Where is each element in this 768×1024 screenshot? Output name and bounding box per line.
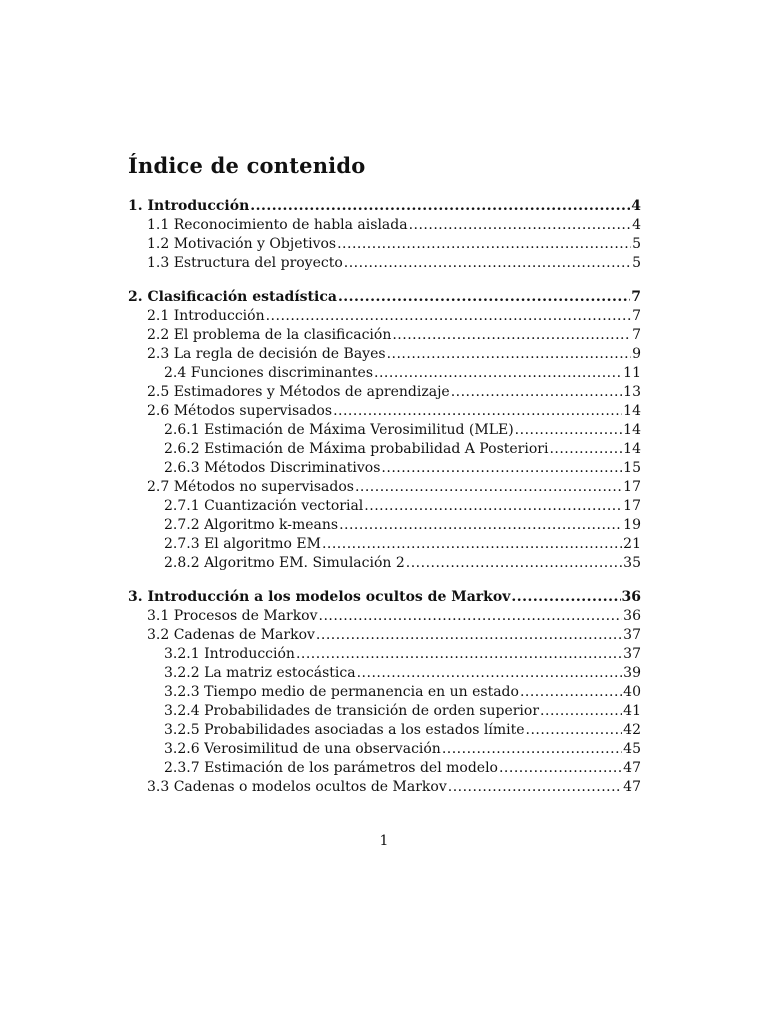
page-number: 1	[379, 833, 389, 849]
toc-entry-title: 2.7 Métodos no supervisados	[147, 479, 354, 495]
toc-entry-page: 17	[623, 498, 641, 514]
toc-chapter-entry[interactable]	[128, 197, 641, 216]
dot-leader	[406, 554, 622, 573]
dot-leader	[333, 402, 622, 421]
toc-entry-page: 7	[631, 289, 641, 305]
dot-leader	[448, 778, 622, 797]
toc-entry-page: 47	[623, 760, 641, 776]
toc-entry[interactable]	[147, 626, 641, 645]
toc-entry[interactable]	[164, 497, 641, 516]
toc-entry[interactable]	[164, 459, 641, 478]
toc-entry-page: 37	[623, 627, 641, 643]
toc-entry[interactable]	[164, 664, 641, 683]
toc-entry-page: 19	[623, 517, 641, 533]
dot-leader	[357, 664, 623, 683]
toc-entry-title: 2.4 Funciones discriminantes	[164, 365, 374, 381]
toc-entry[interactable]	[164, 683, 641, 702]
toc-entry-title: 2.3.7 Estimación de los parámetros del modelo	[164, 760, 498, 776]
toc-entry[interactable]	[147, 235, 641, 254]
dot-leader	[319, 607, 623, 626]
toc-entry-page: 5	[632, 236, 641, 252]
toc-entry-page: 4	[631, 198, 641, 214]
toc-entry[interactable]	[164, 645, 641, 664]
toc-entry[interactable]	[147, 607, 641, 626]
toc-entry-title: 1.2 Motivación y Objetivos	[147, 236, 337, 252]
toc-entry-page: 36	[623, 608, 641, 624]
toc-entry-page: 17	[623, 479, 641, 495]
toc-entry[interactable]	[164, 516, 641, 535]
toc-entry-page: 37	[623, 646, 641, 662]
toc-entry-title: 3.2 Cadenas de Markov	[147, 627, 315, 643]
dot-leader	[549, 440, 622, 459]
dot-leader	[409, 216, 632, 235]
toc-entry-title: 2.2 El problema de la clasificación	[147, 327, 392, 343]
dot-leader	[364, 497, 622, 516]
dot-leader	[442, 740, 622, 759]
toc-entry-page: 42	[623, 722, 641, 738]
toc-entry[interactable]	[147, 478, 641, 497]
toc-entry-page: 15	[623, 460, 641, 476]
dot-leader	[337, 235, 631, 254]
toc-entry-title: 3. Introducción a los modelos ocultos de Markov	[128, 589, 511, 605]
toc-entry[interactable]	[147, 778, 641, 797]
toc-entry-title: 3.3 Cadenas o modelos ocultos de Markov	[147, 779, 447, 795]
toc-entry-page: 14	[623, 441, 641, 457]
dot-leader	[344, 254, 631, 273]
dot-leader	[338, 288, 630, 307]
dot-leader	[250, 197, 630, 216]
toc-entry[interactable]	[147, 254, 641, 273]
toc-entry-title: 2.7.1 Cuantización vectorial	[164, 498, 364, 514]
toc-entry-title: 1.1 Reconocimiento de habla aislada	[147, 217, 408, 233]
toc-entry-page: 45	[623, 741, 641, 757]
toc-entry-page: 35	[623, 555, 641, 571]
toc-entry-title: 3.2.3 Tiempo medio de permanencia en un estado	[164, 684, 519, 700]
dot-leader	[499, 759, 622, 778]
toc-entry-title: 2.7.3 El algoritmo EM	[164, 536, 321, 552]
toc-entry-title: 2.6.1 Estimación de Máxima Verosimilitud (MLE)	[164, 422, 514, 438]
toc-chapter-entry[interactable]	[128, 288, 641, 307]
toc-entry[interactable]	[164, 740, 641, 759]
toc-entry[interactable]	[147, 383, 641, 402]
toc-entry[interactable]	[164, 535, 641, 554]
toc-entry-title: 2.6.3 Métodos Discriminativos	[164, 460, 381, 476]
toc-entry-page: 4	[632, 217, 641, 233]
toc-entry-page: 39	[623, 665, 641, 681]
toc-entry-title: 2.6 Métodos supervisados	[147, 403, 333, 419]
dot-leader	[540, 702, 622, 721]
toc-entry[interactable]	[147, 326, 641, 345]
dot-leader	[526, 721, 623, 740]
dot-leader	[520, 683, 622, 702]
toc-entry-title: 2.8.2 Algoritmo EM. Simulación 2	[164, 555, 405, 571]
toc-entry[interactable]	[147, 216, 641, 235]
toc-entry-title: 1. Introducción	[128, 198, 250, 214]
toc-entry-page: 47	[623, 779, 641, 795]
toc-entry-page: 7	[632, 308, 641, 324]
toc-entry-title: 3.2.2 La matriz estocástica	[164, 665, 356, 681]
toc-entry[interactable]	[164, 421, 641, 440]
toc-entry[interactable]	[164, 702, 641, 721]
toc-entry[interactable]	[164, 759, 641, 778]
toc-entry-page: 7	[632, 327, 641, 343]
toc-entry-title: 2.6.2 Estimación de Máxima probabilidad A Posteriori	[164, 441, 549, 457]
toc-entry-page: 40	[623, 684, 641, 700]
toc-entry[interactable]	[147, 402, 641, 421]
toc-entry[interactable]	[147, 345, 641, 364]
dot-leader	[515, 421, 623, 440]
toc-entry[interactable]	[164, 364, 641, 383]
toc-entry-title: 2.1 Introducción	[147, 308, 265, 324]
dot-leader	[381, 459, 622, 478]
dot-leader	[387, 345, 632, 364]
toc-entry-title: 3.2.1 Introducción	[164, 646, 295, 662]
toc-entry-page: 13	[623, 384, 641, 400]
dot-leader	[322, 535, 622, 554]
dot-leader	[316, 626, 622, 645]
toc-chapter-entry[interactable]	[128, 588, 641, 607]
toc-entry-page: 11	[623, 365, 641, 381]
toc-entry-title: 3.1 Procesos de Markov	[147, 608, 318, 624]
toc-entry-title: 2.7.2 Algoritmo k-means	[164, 517, 339, 533]
toc-entry-page: 9	[632, 346, 641, 362]
toc-entry-title: 1.3 Estructura del proyecto	[147, 255, 343, 271]
toc-entry-page: 5	[632, 255, 641, 271]
toc-entry[interactable]	[147, 307, 641, 326]
toc-entry-title: 3.2.6 Verosimilitud de una observación	[164, 741, 441, 757]
toc-entry-title: 2.3 La regla de decisión de Bayes	[147, 346, 386, 362]
toc-entry-page: 21	[623, 536, 641, 552]
toc-entry-page: 14	[623, 403, 641, 419]
dot-leader	[339, 516, 622, 535]
toc-title: Índice de contenido	[128, 153, 366, 178]
dot-leader	[266, 307, 631, 326]
toc-entry[interactable]	[164, 554, 641, 573]
dot-leader	[511, 588, 620, 607]
toc-entry-page: 14	[623, 422, 641, 438]
dot-leader	[374, 364, 622, 383]
toc-entry-title: 3.2.4 Probabilidades de transición de orden superior	[164, 703, 540, 719]
toc-entry-page: 41	[623, 703, 641, 719]
toc-entry-page: 36	[621, 589, 641, 605]
dot-leader	[355, 478, 622, 497]
toc-entry-title: 3.2.5 Probabilidades asociadas a los estados límite	[164, 722, 525, 738]
dot-leader	[296, 645, 622, 664]
toc-entry[interactable]	[164, 721, 641, 740]
dot-leader	[392, 326, 631, 345]
dot-leader	[451, 383, 622, 402]
toc-entry[interactable]	[164, 440, 641, 459]
toc-entry-title: 2.5 Estimadores y Métodos de aprendizaje	[147, 384, 450, 400]
toc-entry-title: 2. Clasificación estadística	[128, 289, 337, 305]
